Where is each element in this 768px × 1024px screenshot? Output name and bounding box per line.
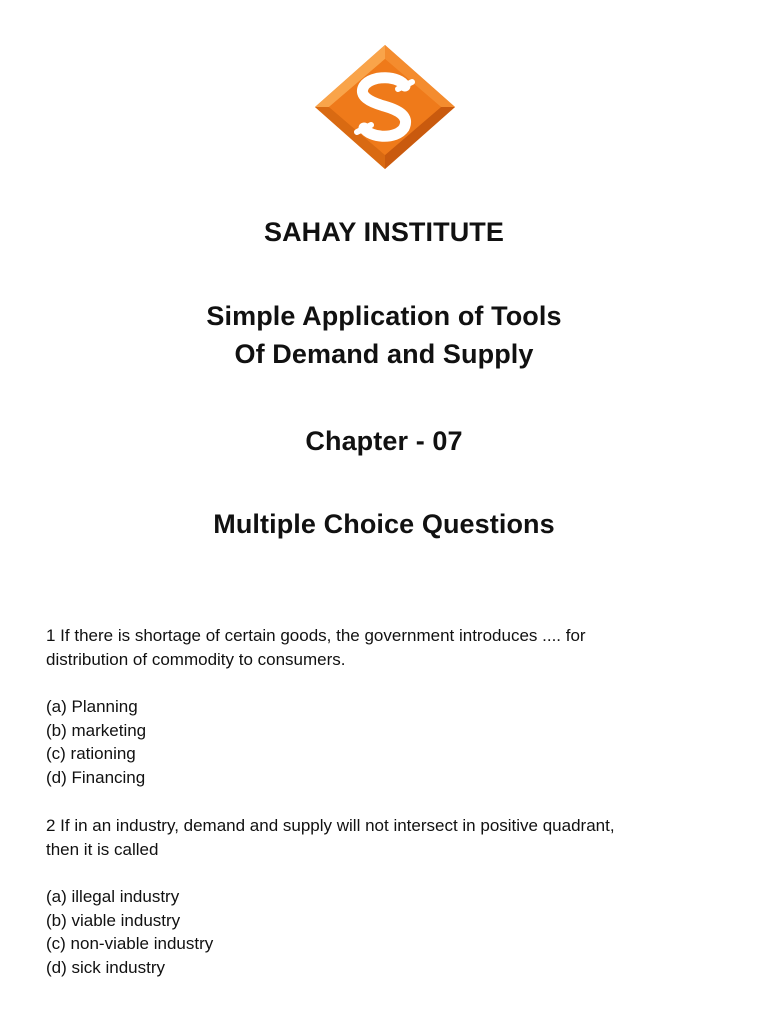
question-2-options [46,885,736,979]
question-1-options [46,695,736,789]
section-heading: Multiple Choice Questions [213,509,555,539]
subtitle-line: Simple Application of Tools [206,301,562,331]
question-line: then it is called [46,839,159,859]
sahay-logo [310,42,460,172]
question-line: distribution of commodity to consumers. [46,649,346,669]
option-item: (d) sick industry [46,957,166,977]
option-item: (a) Planning [46,697,138,716]
option-item: (d) Financing [46,767,146,787]
document-subtitle [0,297,768,373]
sahay-logo-icon [310,42,460,172]
question-1-text [46,624,736,671]
option-item: (b) viable industry [46,910,181,930]
option-item: (c) non-viable industry [46,934,214,953]
question-line: 1 If there is shortage of certain goods, the government introduces .... for [46,626,586,645]
question-line: 2 If in an industry, demand and supply will not intersect in positive quadrant, [46,816,615,835]
chapter-heading: Chapter - 07 [305,426,463,456]
option-item: (a) illegal industry [46,887,180,906]
subtitle-line: Of Demand and Supply [234,339,534,369]
question-2-text [46,814,736,861]
option-item: (c) rationing [46,744,136,763]
option-item: (b) marketing [46,720,147,740]
institute-name: SAHAY INSTITUTE [263,217,505,247]
